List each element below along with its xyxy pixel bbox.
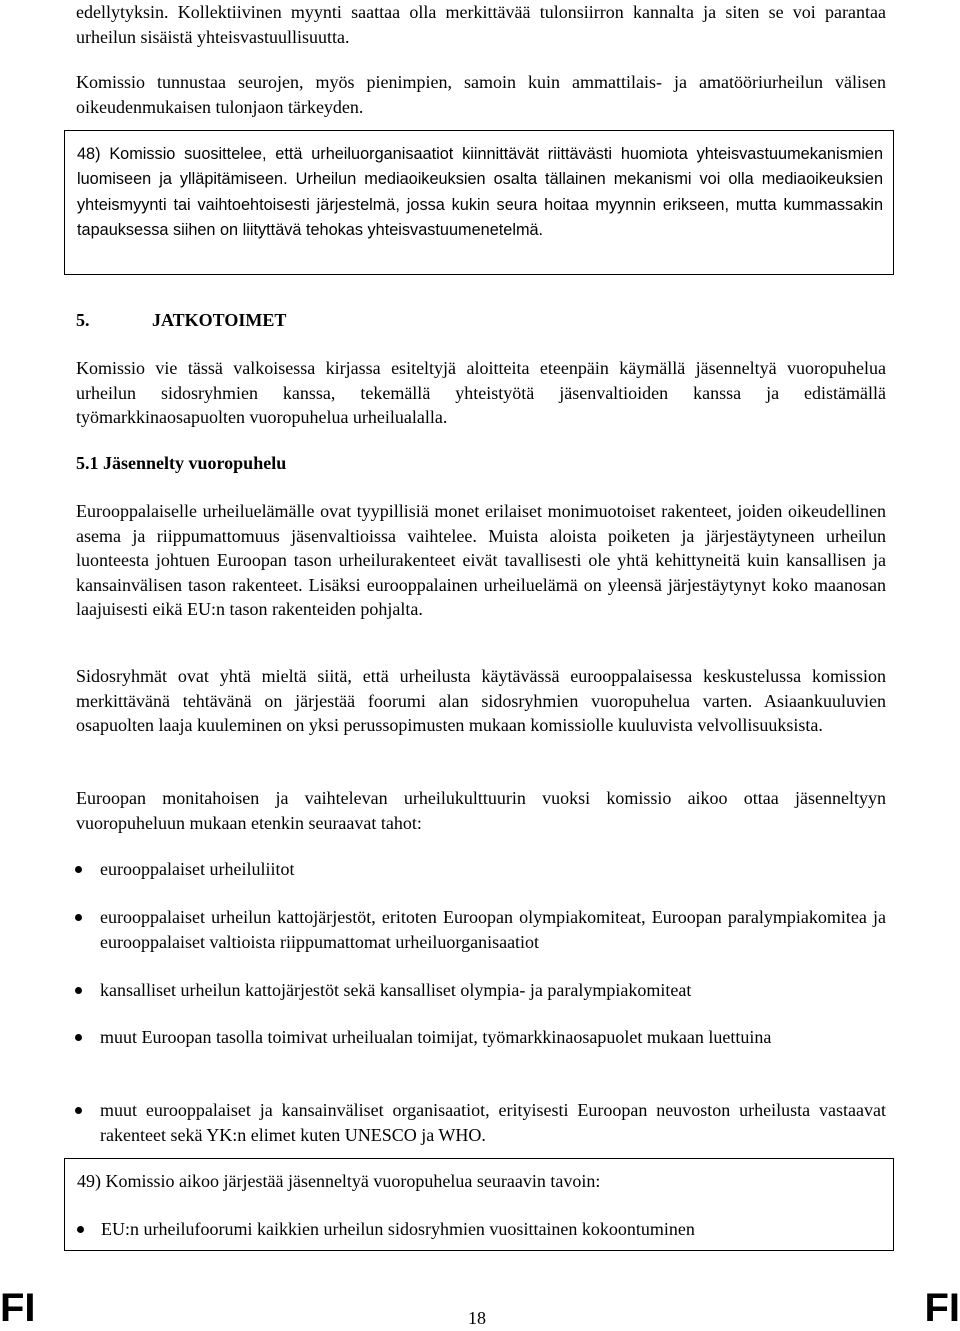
recommendation-49-bullets xyxy=(77,1217,883,1242)
list-item xyxy=(76,1025,886,1050)
list-item-text: eurooppalaiset urheilun kattojärjestöt, eritoten Euroopan olympiakomiteat, Euroopan paralympiakomitea ja eurooppalaiset valtioista riippumattomat urheiluorganisaatiot xyxy=(100,907,886,952)
recommendation-48-part1: 48) Komissio suosittelee, että urheiluorganisaatiot kiinnittävät riittävästi huomiota yhteisvastuumekanismien luomiseen ja ylläpitämiseen. xyxy=(77,145,883,189)
section-5-number: 5. xyxy=(76,310,90,330)
footer-language-right: FI xyxy=(924,1286,960,1330)
paragraph-intro-2: Komissio tunnustaa seurojen, myös pienimpien, samoin kuin ammattilais- ja amatööriurheilun välisen oikeudenmukaisen tulonjaon tärkeyden. xyxy=(76,72,886,117)
bullet-list-item-3 xyxy=(76,978,886,1003)
list-item xyxy=(76,1098,886,1147)
list-item xyxy=(76,857,886,882)
footer-language-left: FI xyxy=(0,1286,36,1330)
paragraph-euroopan: Euroopan monitahoisen ja vaihtelevan urheilukulttuurin vuoksi komissio aikoo ottaa jäsenneltyyn vuoropuheluun mukaan etenkin seuraavat tahot: xyxy=(76,788,886,833)
section-5-1-heading: 5.1 Jäsennelty vuoropuhelu xyxy=(76,453,287,473)
recommendation-box-48 xyxy=(64,130,894,275)
list-item-text: muut Euroopan tasolla toimivat urheilualan toimijat, työmarkkinaosapuolet mukaan luettuina xyxy=(100,1027,772,1047)
paragraph-eurooppalaiselle: Eurooppalaiselle urheiluelämälle ovat tyypillisiä monet erilaiset monimuotoiset rakenteet, joiden oikeudellinen asema ja riippumattomuus jäsenvaltioissa vaihtelee. Muista aloista poiketen ja järjestäytyneen urheilun luonteesta johtuen Euroopan tason urheilurakenteet eivät tavallisesti ole yhtä kehittyneitä kuin kansallisen ja kansainvälisen tason rakenteet. Lisäksi eurooppalainen urheiluelämä on yleensä järjestäytynyt koko maanosan laajuisesti eikä EU:n tason rakenteiden pohjalta. xyxy=(76,501,886,619)
page-number: 18 xyxy=(468,1308,486,1328)
list-item-text: muut eurooppalaiset ja kansainväliset organisaatiot, erityisesti Euroopan neuvoston urheilusta vastaavat rakenteet sekä YK:n elimet kuten UNESCO ja WHO. xyxy=(100,1100,886,1145)
section-5-title: JATKOTOIMET xyxy=(152,310,287,330)
list-item-text: EU:n urheilufoorumi kaikkien urheilun sidosryhmien vuosittainen kokoontuminen xyxy=(101,1218,695,1239)
recommendation-box-49 xyxy=(64,1158,894,1251)
recommendation-48-part2: Urheilun mediaoikeuksien osalta tällainen mekanismi voi olla mediaoikeuksien yhteismyynti tai vaihtoehtoisesti järjestelmä, jossa kukin seura hoitaa myynnin erikseen, mutta kummassakin tapauksessa siihen on liityttävä tehokas yhteisvastuumenetelmä. xyxy=(77,170,884,239)
paragraph-komissio: Komissio vie tässä valkoisessa kirjassa esiteltyjä aloitteita eteenpäin käymällä jäsenneltyä vuoropuhelua urheilun sidosryhmien kanssa, tekemällä yhteistyötä jäsenvaltioiden kanssa ja edistämällä työmarkkinaosapuolten vuoropuhelua urheilualalla. xyxy=(76,358,886,427)
bullet-list-item-4 xyxy=(76,1025,886,1050)
bullet-icon xyxy=(75,1107,82,1114)
bullet-icon xyxy=(77,1226,84,1233)
recommendation-49-text: 49) Komissio aikoo järjestää jäsenneltyä vuoropuhelua seuraavin tavoin: xyxy=(77,1171,601,1191)
section-5-heading xyxy=(76,308,286,333)
list-item xyxy=(76,905,886,954)
list-item-text: kansalliset urheilun kattojärjestöt sekä kansalliset olympia- ja paralympiakomiteat xyxy=(100,980,692,1000)
bullet-icon xyxy=(75,987,82,994)
bullet-list-item-5 xyxy=(76,1098,886,1147)
recommendation-48-text xyxy=(77,142,883,243)
bullet-icon xyxy=(75,914,82,921)
list-item xyxy=(77,1217,883,1242)
paragraph-sidosryhmat: Sidosryhmät ovat yhtä mieltä siitä, että urheilusta käytävässä eurooppalaisessa keskustelussa komission merkittävänä tehtävänä on järjestää foorumi alan sidosryhmien vuoropuhelua varten. Asiaankuuluvien osapuolten laaja kuuleminen on yksi perussopimusten mukaan komissiolle kuuluvista velvollisuuksista. xyxy=(76,666,886,735)
list-item-text: eurooppalaiset urheiluliitot xyxy=(100,859,295,879)
bullet-icon xyxy=(75,866,82,873)
bullet-list-item-2 xyxy=(76,905,886,954)
paragraph-intro-1: edellytyksin. Kollektiivinen myynti saattaa olla merkittävää tulonsiirron kannalta ja siten se voi parantaa urheilun sisäistä yhteisvastuullisuutta. xyxy=(76,2,886,47)
list-item xyxy=(76,978,886,1003)
bullet-icon xyxy=(75,1034,82,1041)
bullet-list-item-1 xyxy=(76,857,886,882)
